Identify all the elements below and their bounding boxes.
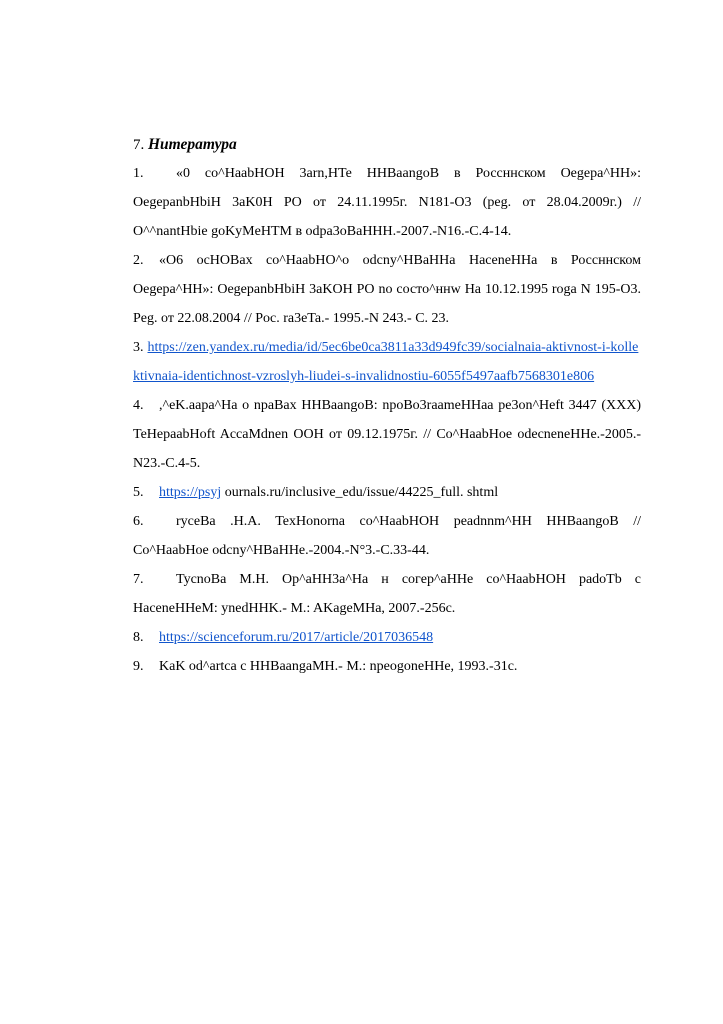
reference-item-4 <box>133 391 641 478</box>
reference-number: 2. <box>133 253 144 268</box>
reference-text: «0 co^HaabHOH 3arn,HTe HHBaangoB в Россннском Oegepa^HH»: OegepanbHbiH 3aK0H PO от 24.11.1995г. N181-O3 (peg. от 28.04.2009г.) // O^^nantHbie goKyMeHTM в odpa3oBaHHH.-2007.-N16.-C.4-14. <box>133 166 641 239</box>
document-page <box>133 130 641 681</box>
reference-text: ournals.ru/inclusive_edu/issue/44225_full. shtml <box>221 485 499 500</box>
section-heading <box>133 130 641 159</box>
reference-text: ryceBa .H.A. TexHonorna co^HaabHOH peadnnm^HH HHBaangoB // Co^HaabHoe odcny^HBaHHe.-2004.-N°3.-C.33-44. <box>133 514 641 558</box>
reference-item-6 <box>133 507 641 565</box>
section-number: 7. <box>133 137 145 153</box>
reference-text: KaK od^artca c HHBaangaMH.- M.: npeogoneHHe, 1993.-31c. <box>159 659 518 674</box>
reference-link[interactable]: https://zen.yandex.ru/media/id/5ec6be0ca3811a33d949fc39/socialnaia-aktivnost-i-kollektivnaia-identichnost-vzroslyh-liudei-s-invalidnostiu-6055f5497aafb7568301e806 <box>133 340 639 384</box>
reference-item-7 <box>133 565 641 623</box>
reference-link[interactable]: https://scienceforum.ru/2017/article/2017036548 <box>159 630 434 645</box>
reference-link[interactable]: https://psyj <box>159 485 222 500</box>
reference-number: 8. <box>133 630 144 645</box>
reference-number: 1. <box>133 166 144 181</box>
reference-number: 9. <box>133 659 144 674</box>
reference-text: «O6 ocHOBax co^HaabHO^o odcny^HBaHHa HaceneHHa в Россннском Oegepa^HH»: OegepanbHbiH 3aKOH PO no состо^ннw Ha 10.12.1995 roga N 195-O3. Peg. от 22.08.2004 // Poc. ra3eTa.- 1995.-N 243.- C. 23. <box>133 253 641 326</box>
reference-number: 7. <box>133 572 144 587</box>
reference-item-2 <box>133 246 641 333</box>
reference-number: 3. <box>133 340 144 355</box>
reference-text: ,^eK.aapa^Ha o npaBax HHBaangoB: npoBo3raameHHaa pe3on^Heft 3447 (XXX) TeHepaabHoft AccaMdnen OOH от 09.12.1975г. // Co^HaabHoe odecneneHHe.-2005.-N23.-C.4-5. <box>133 398 641 471</box>
reference-item-3 <box>133 333 641 391</box>
reference-number: 5. <box>133 485 144 500</box>
reference-item-9 <box>133 652 641 681</box>
reference-item-1 <box>133 159 641 246</box>
section-title: Нитература <box>148 136 237 153</box>
reference-number: 4. <box>133 398 144 413</box>
reference-item-5 <box>133 478 641 507</box>
reference-item-8 <box>133 623 641 652</box>
reference-text: TycnoBa M.H. Op^aHH3a^Ha н coгep^aHHe co^HaabHOH padoTb c HaceneHHeM: ynedHHK.- M.: AKageMHa, 2007.-256c. <box>133 572 641 616</box>
reference-number: 6. <box>133 514 144 529</box>
